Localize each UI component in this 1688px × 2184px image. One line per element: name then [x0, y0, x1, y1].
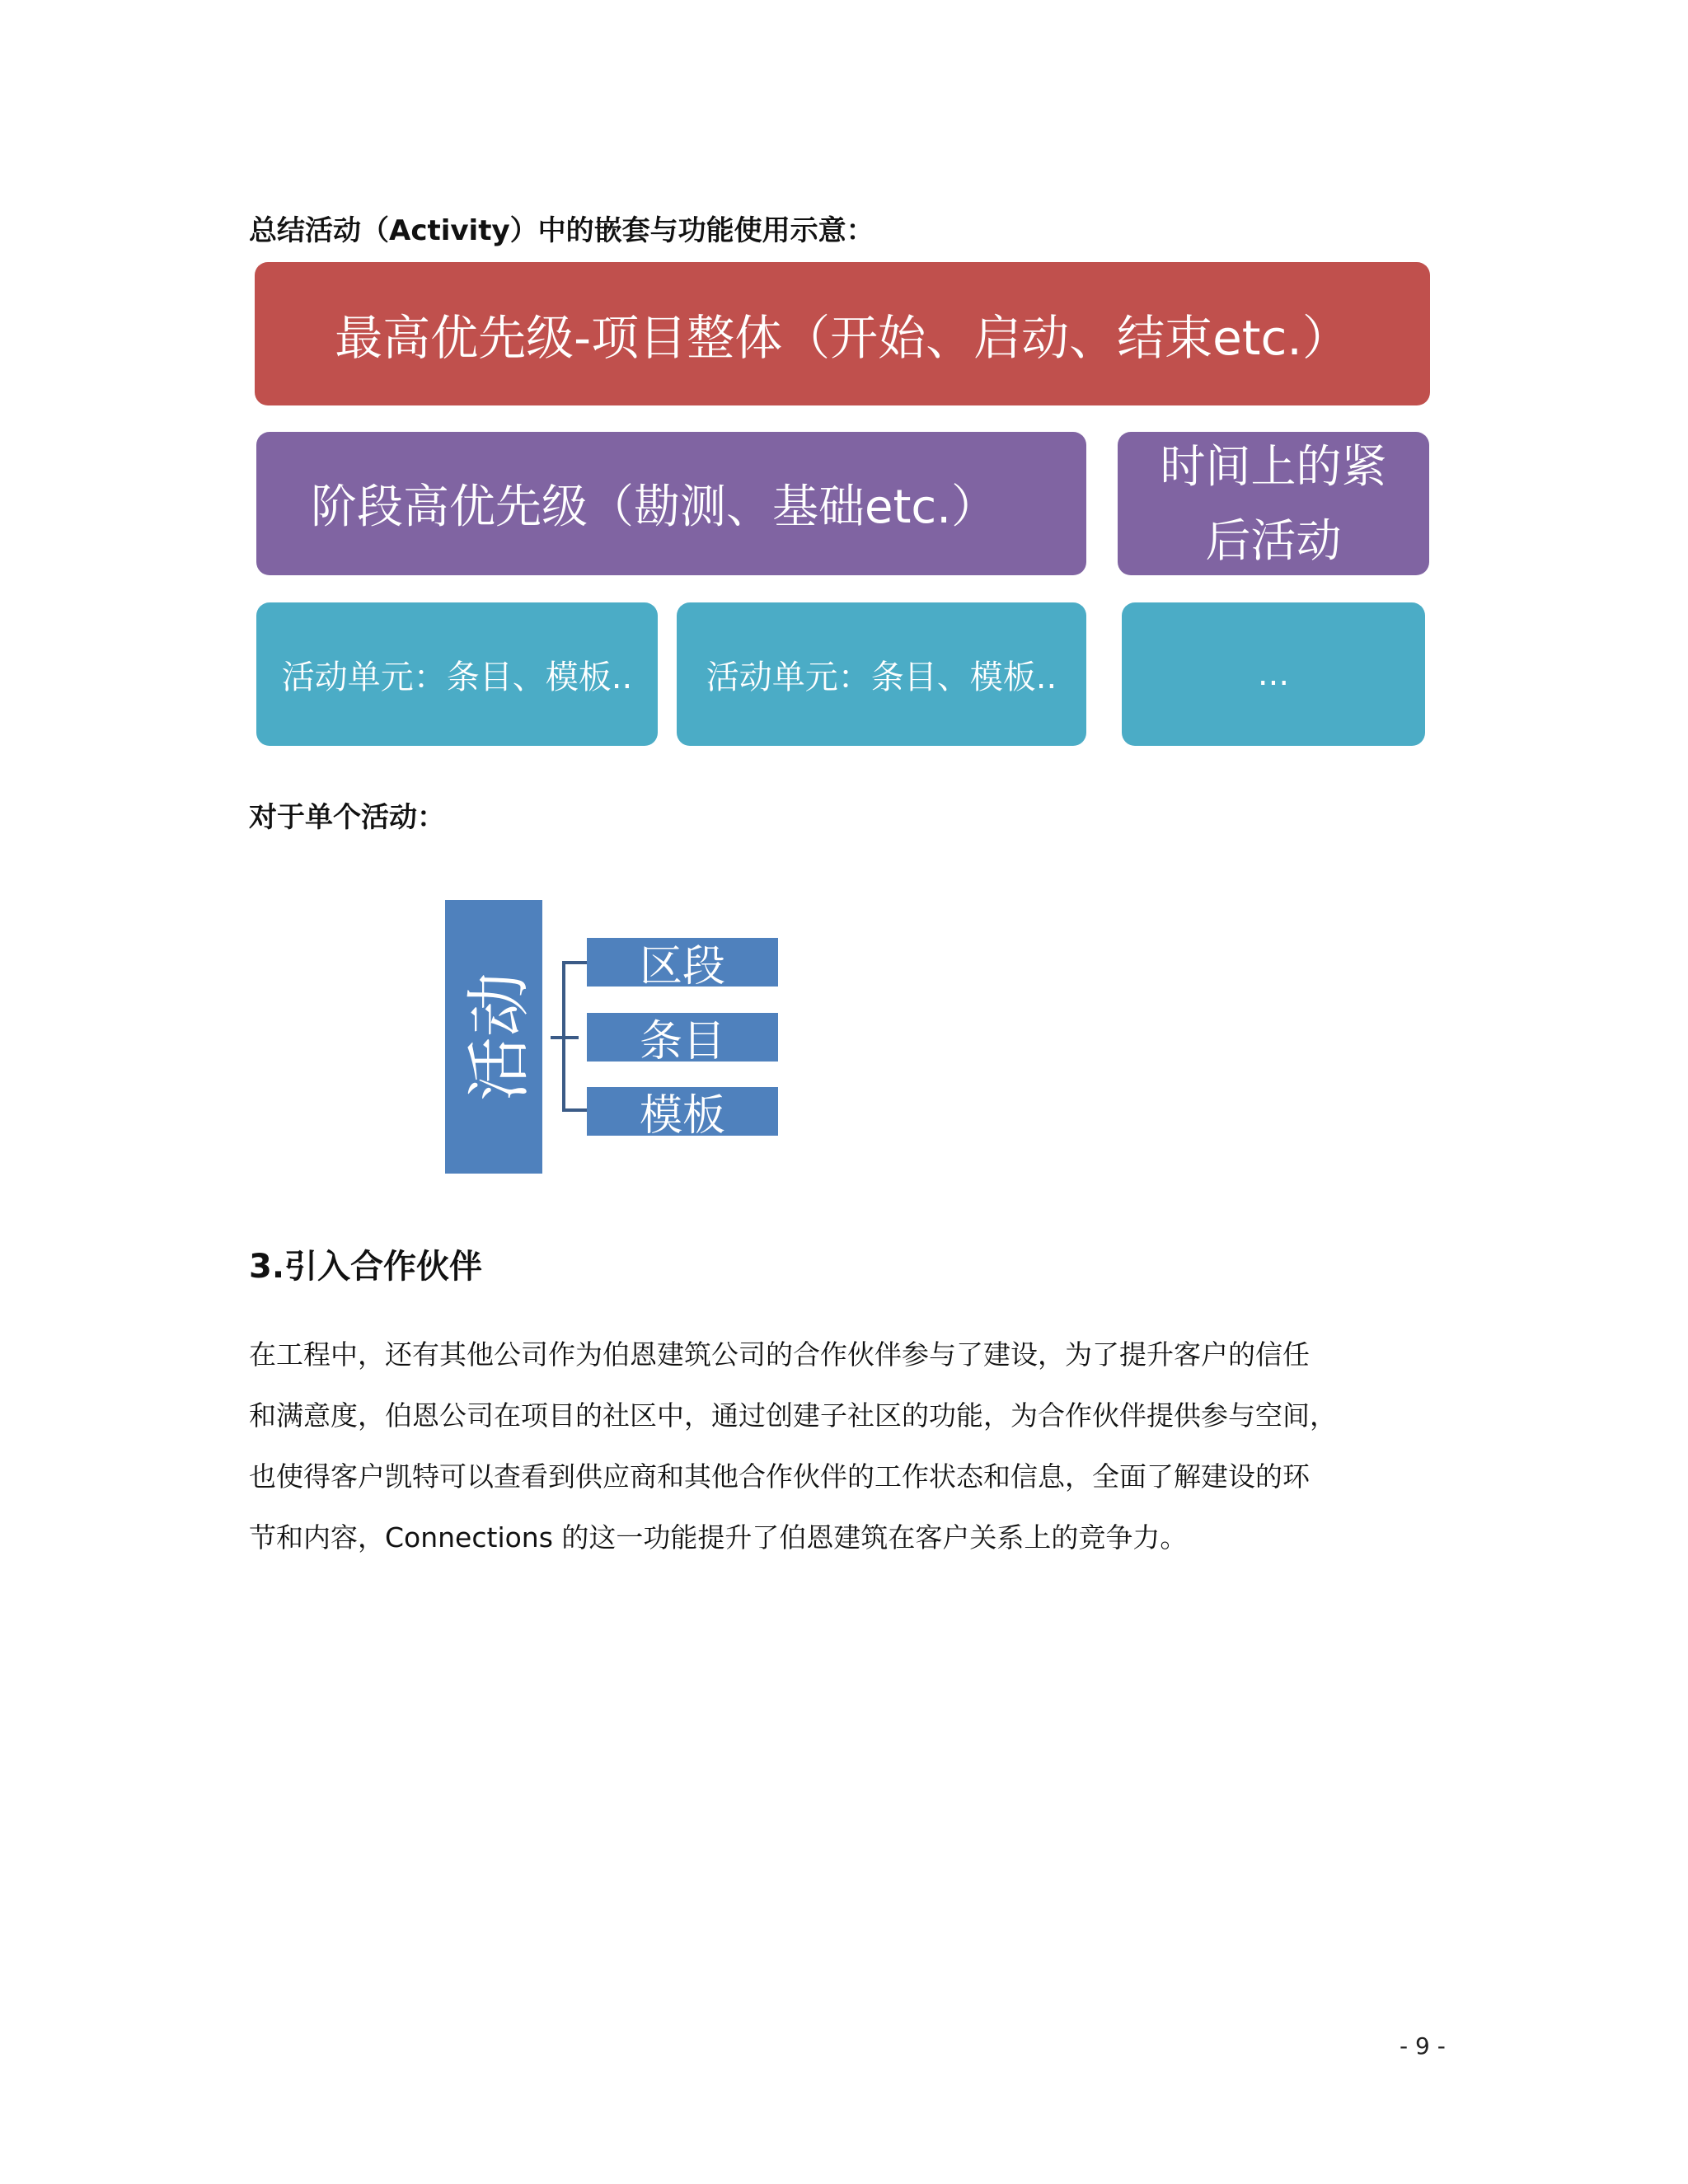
bracket-connector: [562, 961, 565, 1111]
bracket-connector: [562, 961, 587, 964]
successor-activity-box: 时间上的紧后活动: [1118, 432, 1429, 575]
paragraph-line: 节和内容，Connections 的这一功能提升了伯恩建筑在客户关系上的竞争力。: [249, 1521, 1188, 1554]
diagram-heading: 总结活动（Activity）中的嵌套与功能使用示意：: [249, 214, 874, 247]
template-item: 模板: [587, 1085, 778, 1136]
paragraph-line: 和满意度，伯恩公司在项目的社区中，通过创建子社区的功能，为合作伙伴提供参与空间，: [249, 1399, 1337, 1432]
page-number: - 9 -: [1400, 2032, 1446, 2060]
bracket-connector: [562, 1108, 587, 1112]
entry-item: 条目: [587, 1010, 778, 1062]
stage-priority-box: 阶段高优先级（勘测、基础etc.）: [256, 432, 1086, 575]
ellipsis-box: ...: [1122, 602, 1425, 746]
top-priority-box: 最高优先级-项目整体（开始、启动、结束etc.）: [255, 262, 1430, 405]
paragraph-line: 也使得客户凯特可以查看到供应商和其他合作伙伴的工作状态和信息，全面了解建设的环: [249, 1460, 1310, 1493]
activity-main-label: 活动: [462, 972, 537, 1102]
section-item: 区段: [587, 935, 778, 987]
activity-unit-box: 活动单元：条目、模板..: [677, 602, 1086, 746]
activity-unit-box: 活动单元：条目、模板..: [256, 602, 658, 746]
paragraph-line: 在工程中，还有其他公司作为伯恩建筑公司的合作伙伴参与了建设，为了提升客户的信任: [249, 1338, 1310, 1371]
section-title: 3.引入合作伙伴: [249, 1248, 483, 1286]
activity-main-block: [445, 900, 542, 1174]
single-activity-heading: 对于单个活动：: [249, 801, 445, 834]
